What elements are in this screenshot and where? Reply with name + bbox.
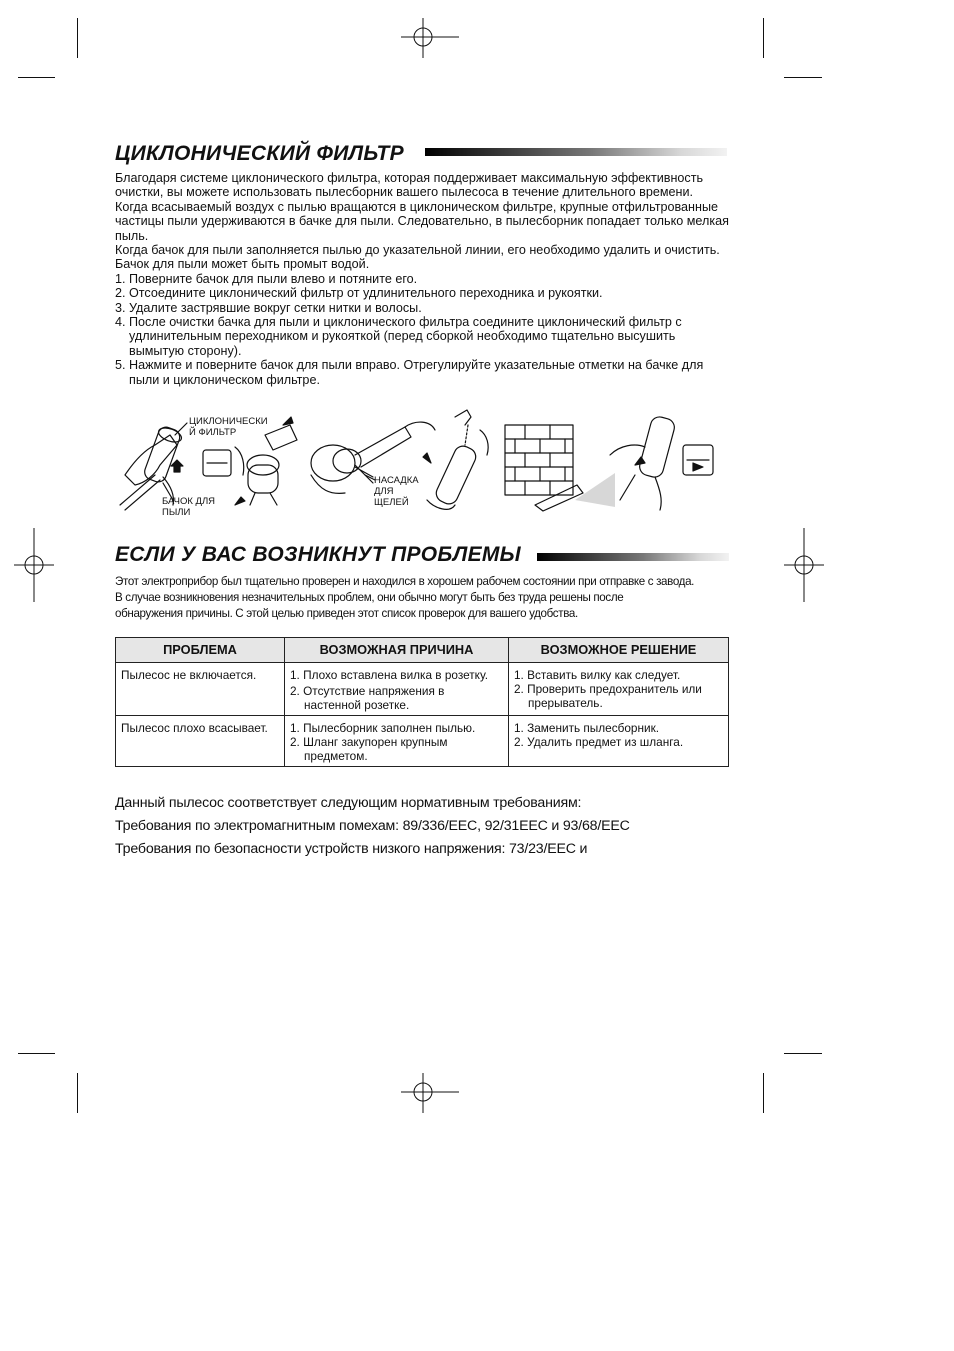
list-item: 2. Удалить предмет из шланга. xyxy=(514,735,684,749)
cause-list xyxy=(290,721,503,763)
crop-mark xyxy=(18,1053,55,1054)
compliance-statement xyxy=(115,792,755,861)
crop-mark xyxy=(784,1053,822,1054)
list-item: 1. Пылесборник заполнен пылью. xyxy=(290,721,476,735)
label-line: Й ФИЛЬТР xyxy=(189,427,237,438)
cleaning-illustration xyxy=(115,405,730,520)
compliance-line: Данный пылесос соответствует следующим нормативным требованиям: xyxy=(115,795,582,811)
solution-list xyxy=(514,668,723,710)
registration-mark xyxy=(14,528,54,602)
label-line: ЦИКЛОНИЧЕСКИ xyxy=(189,416,268,427)
intro-line: обнаружения причины. С этой целью приведен этот список проверок для вашего удобства. xyxy=(115,607,578,620)
crop-mark xyxy=(784,77,822,78)
column-header-cause: ВОЗМОЖНАЯ ПРИЧИНА xyxy=(285,638,509,663)
intro-line: В случае возникновения незначительных проблем, они обычно могут быть без труда решены после xyxy=(115,591,624,604)
list-item: 2. Отсоедините циклонический фильтр от удлинительного переходника и рукоятки. xyxy=(115,286,603,301)
problem-cell: Пылесос не включается. xyxy=(116,663,285,716)
label-dust-bin xyxy=(162,496,215,518)
label-line: ЩЕЛЕЙ xyxy=(374,497,409,508)
cleaning-steps-list xyxy=(115,272,730,387)
title-decoration-bar xyxy=(425,148,727,156)
table-row xyxy=(116,716,729,767)
paragraph: Когда бачок для пыли заполняется пылью до указательной линии, его необходимо удалить и очистить. Бачок для пыли может быть промыт водой. xyxy=(115,243,720,272)
cyclone-filter-text xyxy=(115,171,730,387)
registration-mark xyxy=(401,1073,459,1113)
label-line: ДЛЯ xyxy=(374,486,394,497)
crop-mark xyxy=(77,18,78,58)
list-item: 1. Плохо вставлена вилка в розетку. xyxy=(290,668,488,682)
section-title-troubleshooting: ЕСЛИ У ВАС ВОЗНИКНУТ ПРОБЛЕМЫ xyxy=(115,543,521,566)
table-header-row xyxy=(116,638,729,663)
paragraph: Благодаря системе циклонического фильтра, которая поддерживает максимальную эффективность очистки, вы можете использовать пылесборник вашего пылесоса в течение длительного времени. xyxy=(115,171,704,200)
paragraph: Когда всасываемый воздух с пылью вращаются в циклоническом фильтре, крупные отфильтрованные частицы пыли удерживаются в бачке для пыли. Следовательно, в пылесборник попадает только мелкая пыль. xyxy=(115,199,729,243)
label-crevice-nozzle xyxy=(374,475,419,508)
cause-cell xyxy=(285,716,509,767)
troubleshooting-intro xyxy=(115,574,735,622)
list-item: 5. Нажмите и поверните бачок для пыли вправо. Отрегулируйте указательные отметки на бачке для пыли и циклоническом фильтре. xyxy=(115,358,704,387)
registration-mark xyxy=(784,528,824,602)
list-item: 1. Заменить пылесборник. xyxy=(514,721,660,735)
label-line: БАЧОК ДЛЯ xyxy=(162,496,216,507)
compliance-line: Требования по электромагнитным помехам: 89/336/EEC, 92/31EEC и 93/68/EEC xyxy=(115,818,630,834)
cause-list xyxy=(290,668,503,712)
list-item: 4. После очистки бачка для пыли и циклонического фильтра соедините циклонический фильтр с удлинительным переходником и рукояткой (перед сборкой необходимо тщательно высушить вымытую сторону). xyxy=(115,315,682,358)
registration-mark xyxy=(401,18,459,58)
list-item: 3. Удалите застрявшие вокруг сетки нитки и волосы. xyxy=(115,300,422,315)
label-line: НАСАДКА xyxy=(374,475,419,486)
column-header-solution: ВОЗМОЖНОЕ РЕШЕНИЕ xyxy=(509,638,729,663)
label-cyclone-filter xyxy=(189,416,268,438)
crop-mark xyxy=(18,77,55,78)
problem-cell: Пылесос плохо всасывает. xyxy=(116,716,285,767)
label-line: ПЫЛИ xyxy=(162,507,191,518)
crop-mark xyxy=(77,1073,78,1113)
table-row xyxy=(116,663,729,716)
list-item: 2. Проверить предохранитель или прерыватель. xyxy=(514,682,702,710)
list-item: 2. Шланг закупорен крупным предметом. xyxy=(290,735,448,763)
solution-list xyxy=(514,721,723,749)
title-decoration-bar xyxy=(537,553,729,561)
intro-line: Этот электроприбор был тщательно проверен и находился в хорошем рабочем состоянии при отправке с завода. xyxy=(115,575,695,588)
list-item: 1. Вставить вилку как следует. xyxy=(514,668,681,682)
solution-cell xyxy=(509,663,729,716)
troubleshooting-table xyxy=(115,637,729,767)
crop-mark xyxy=(763,1073,764,1113)
solution-cell xyxy=(509,716,729,767)
compliance-line: Требования по безопасности устройств низкого напряжения: 73/23/EEC и xyxy=(115,841,588,857)
list-item: 2. Отсутствие напряжения в настенной розетке. xyxy=(290,684,445,712)
list-item: 1. Поверните бачок для пыли влево и потяните его. xyxy=(115,271,418,286)
section-title-cyclone-filter: ЦИКЛОНИЧЕСКИЙ ФИЛЬТР xyxy=(115,142,404,165)
crop-mark xyxy=(763,18,764,58)
cause-cell xyxy=(285,663,509,716)
column-header-problem: ПРОБЛЕМА xyxy=(116,638,285,663)
